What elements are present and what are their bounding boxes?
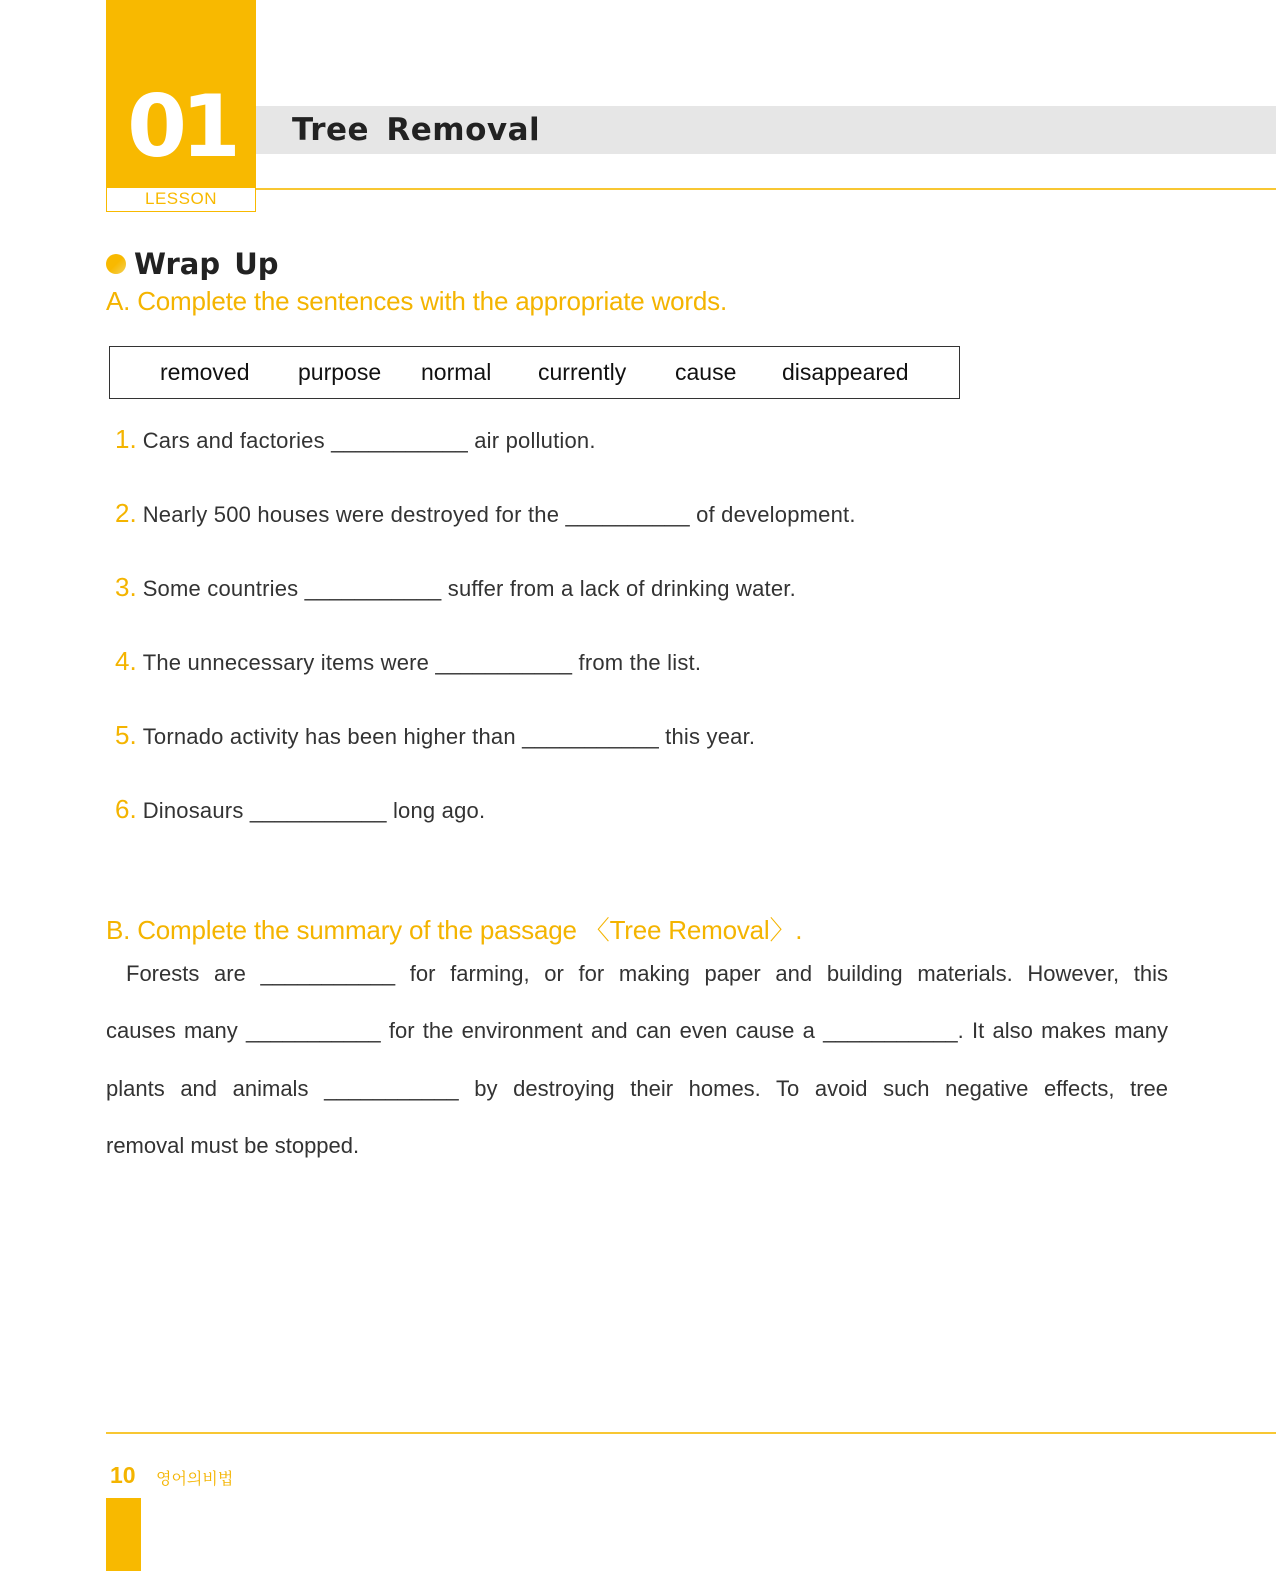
exercise-item (115, 794, 485, 826)
exercise-item (115, 720, 755, 752)
footer-tab (106, 1498, 141, 1571)
word-bank-item: removed (160, 359, 250, 385)
word-bank-item: cause (675, 359, 737, 385)
word-bank-item: normal (421, 359, 492, 385)
item-text: Dinosaurs ___________ long ago. (142, 798, 486, 823)
exercise-item (115, 498, 856, 530)
lesson-label: LESSON (106, 188, 256, 212)
item-text: Tornado activity has been higher than ___________ this year. (142, 724, 756, 749)
exercise-item (115, 646, 701, 678)
summary-line: causes many ___________ for the environment and can even cause a ___________. It also makes many (106, 1018, 1168, 1043)
section-b-heading: B. Complete the summary of the passage 〈Tree Removal〉. (106, 915, 803, 945)
lesson-badge (106, 0, 256, 188)
summary-line: plants and animals ___________ by destroying their homes. To avoid such negative effects, tree (106, 1076, 1168, 1101)
word-bank-item: disappeared (782, 359, 909, 385)
item-number: 4. (115, 646, 137, 676)
word-bank-item: currently (538, 359, 627, 385)
summary-line: Forests are ___________ for farming, or for making paper and building materials. However, this (126, 961, 1168, 986)
page-number: 10 (110, 1462, 136, 1488)
lesson-number: 01 (127, 77, 235, 177)
summary-line: removal must be stopped. (106, 1133, 360, 1158)
item-number: 1. (115, 424, 137, 454)
page-title: Tree Removal (292, 112, 541, 148)
word-bank-item: purpose (298, 359, 382, 385)
exercise-item (115, 424, 596, 456)
word-bank (109, 346, 960, 399)
wrap-up-heading (106, 244, 279, 284)
item-number: 2. (115, 498, 137, 528)
section-a-heading: A. Complete the sentences with the appropriate words. (106, 286, 727, 316)
item-text: Nearly 500 houses were destroyed for the __________ of development. (142, 502, 856, 527)
item-number: 5. (115, 720, 137, 750)
exercise-item (115, 572, 796, 604)
book-title: 영어의비법 (156, 1471, 234, 1488)
item-number: 6. (115, 794, 137, 824)
footer-divider (106, 1432, 1276, 1434)
item-text: Cars and factories ___________ air pollution. (142, 428, 596, 453)
wrap-up-label: Wrap Up (134, 247, 279, 281)
item-text: Some countries ___________ suffer from a lack of drinking water. (142, 576, 796, 601)
item-number: 3. (115, 572, 137, 602)
item-text: The unnecessary items were ___________ from the list. (142, 650, 702, 675)
title-bar (256, 106, 1276, 154)
bullet-dot-icon (106, 254, 126, 274)
title-divider (256, 188, 1276, 190)
